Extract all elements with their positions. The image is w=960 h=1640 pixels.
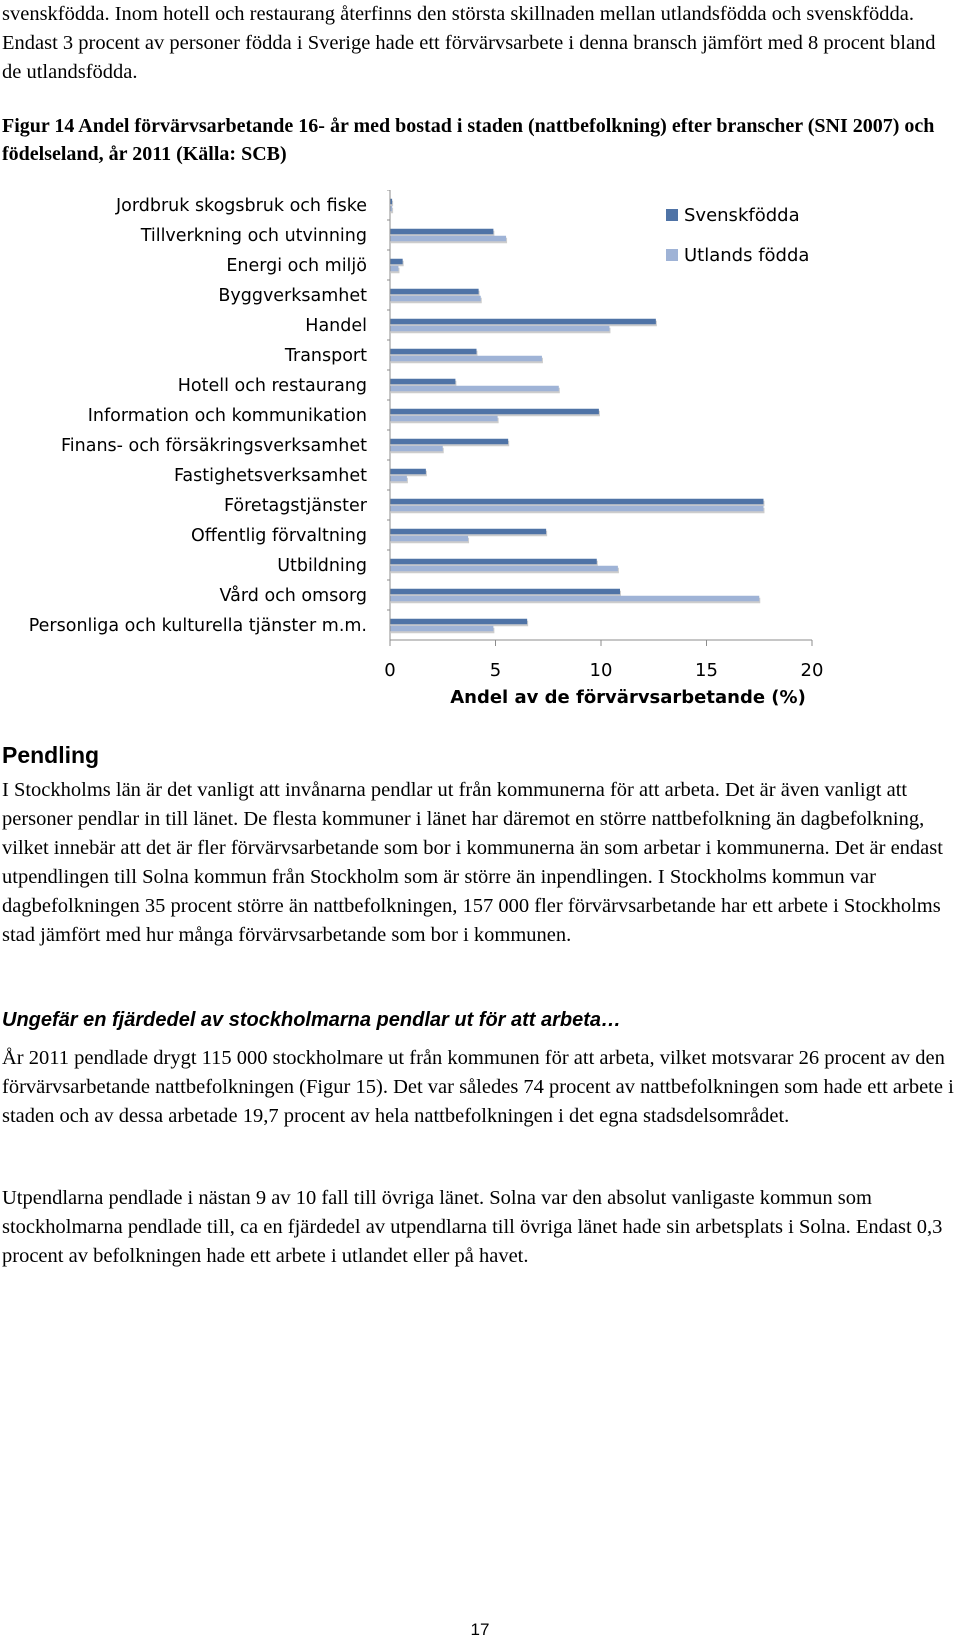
section-heading-pendling: Pendling — [2, 742, 100, 768]
bar-svenskfodda — [390, 379, 455, 385]
utpendling-paragraph-1: År 2011 pendlade drygt 115 000 stockholmare ut från kommunen för att arbeta, vilket motsvarar 26 procent av den förvärvsarbetande nattbefolkningen (Figur 15). Det var således 74 procent av nattbefolkningen som hade ett arbete i staden och av dessa arbetade 19,7 procent av hela nattbefolkningen i det egna stadsdelsområdet. — [2, 1047, 954, 1127]
chart-legend — [666, 205, 809, 266]
x-tick-label: 0 — [384, 660, 396, 681]
bar-svenskfodda — [390, 349, 477, 355]
bar-utlandsfodda — [390, 506, 763, 512]
bar-svenskfodda — [390, 259, 403, 265]
bar-utlandsfodda — [390, 266, 398, 272]
subheading-utpendling: Ungefär en fjärdedel av stockholmarna pendlar ut för att arbeta… — [2, 1009, 622, 1031]
category-label: Handel — [305, 316, 367, 336]
legend-label: Svenskfödda — [684, 205, 800, 226]
category-label: Transport — [284, 346, 367, 366]
bar-utlandsfodda — [390, 446, 443, 452]
x-tick-label: 15 — [695, 660, 718, 681]
category-label: Byggverksamhet — [218, 286, 367, 306]
category-label: Personliga och kulturella tjänster m.m. — [28, 616, 367, 636]
bar-svenskfodda — [390, 289, 479, 295]
bar-svenskfodda — [390, 499, 763, 505]
category-label: Företagstjänster — [223, 496, 367, 516]
category-label: Fastighetsverksamhet — [173, 466, 367, 486]
bar-utlandsfodda — [390, 626, 493, 632]
bar-utlandsfodda — [390, 416, 498, 422]
bar-svenskfodda — [390, 469, 426, 475]
legend-swatch — [666, 209, 678, 221]
bar-utlandsfodda — [390, 386, 559, 392]
bar-svenskfodda — [390, 529, 546, 535]
x-tick-label: 10 — [589, 660, 613, 681]
legend-label: Utlands födda — [684, 245, 810, 266]
category-label: Finans- och försäkringsverksamhet — [60, 436, 367, 456]
legend-swatch — [666, 249, 678, 261]
bar-utlandsfodda — [390, 596, 759, 602]
category-label: Utbildning — [277, 556, 367, 576]
category-labels — [29, 196, 368, 636]
bar-utlandsfodda — [390, 566, 618, 572]
bar-svenskfodda — [390, 619, 527, 625]
x-axis-label: Andel av de förvärvsarbetande (%) — [450, 687, 806, 708]
bar-utlandsfodda — [390, 326, 609, 332]
bar-svenskfodda — [390, 409, 599, 415]
category-label: Jordbruk skogsbruk och fiske — [115, 196, 367, 216]
bar-svenskfodda — [390, 439, 508, 445]
bar-svenskfodda — [390, 589, 620, 595]
pendling-paragraph: I Stockholms län är det vanligt att invånarna pendlar ut från kommunerna för att arbeta. Det är även vanligt att personer pendlar in till länet. De flesta kommuner i länet har däremot en större nattbefolkning än dagbefolkning, vilket innebär att det är fler förvärvsarbetande som bor i kommunerna än som arbetar i kommunerna. Det är endast utpendlingen till Solna kommun från Stockholm som är större än inpendlingen. I Stockholms kommun var dagbefolkningen 35 procent större än nattbefolkningen, 157 000 fler förvärvsarbetande har ett arbete i Stockholms stad jämfört med hur många förvärvsarbetande som bor i kommunen. — [2, 779, 943, 946]
x-tick-label: 5 — [489, 660, 502, 681]
category-label: Hotell och restaurang — [177, 376, 367, 396]
bar-utlandsfodda — [390, 236, 506, 242]
category-label: Tillverkning och utvinning — [140, 226, 367, 246]
bar-svenskfodda — [390, 319, 656, 325]
x-tick-labels — [384, 660, 823, 681]
bar-chart — [0, 190, 960, 750]
bar-utlandsfodda — [390, 356, 542, 362]
utpendling-paragraph-2: Utpendlarna pendlade i nästan 9 av 10 fall till övriga länet. Solna var den absolut vanligaste kommun som stockholmarna pendlade till, ca en fjärdedel av utpendlarna till övriga länet hade sin arbetsplats i Solna. Endast 0,3 procent av befolkningen hade ett arbete i utlandet eller på havet. — [2, 1187, 943, 1267]
category-label: Offentlig förvaltning — [191, 526, 367, 546]
figure-caption: Figur 14 Andel förvärvsarbetande 16- år med bostad i staden (nattbefolkning) efter branscher (SNI 2007) och födelseland, år 2011 (Källa: SCB) — [2, 115, 935, 165]
category-label: Vård och omsorg — [219, 586, 367, 606]
intro-paragraph: svenskfödda. Inom hotell och restaurang återfinns den största skillnaden mellan utlandsfödda och svenskfödda. Endast 3 procent av personer födda i Sverige hade ett förvärvsarbete i denna bransch jämfört med 8 procent bland de utlandsfödda. — [2, 3, 936, 83]
bar-svenskfodda — [390, 229, 493, 235]
bar-utlandsfodda — [390, 536, 468, 542]
category-label: Information och kommunikation — [87, 406, 367, 426]
bar-utlandsfodda — [390, 296, 481, 302]
bar-utlandsfodda — [390, 476, 407, 482]
page-number: 17 — [470, 1620, 490, 1639]
bar-svenskfodda — [390, 559, 597, 565]
x-tick-label: 20 — [800, 660, 824, 681]
category-label: Energi och miljö — [226, 256, 367, 276]
